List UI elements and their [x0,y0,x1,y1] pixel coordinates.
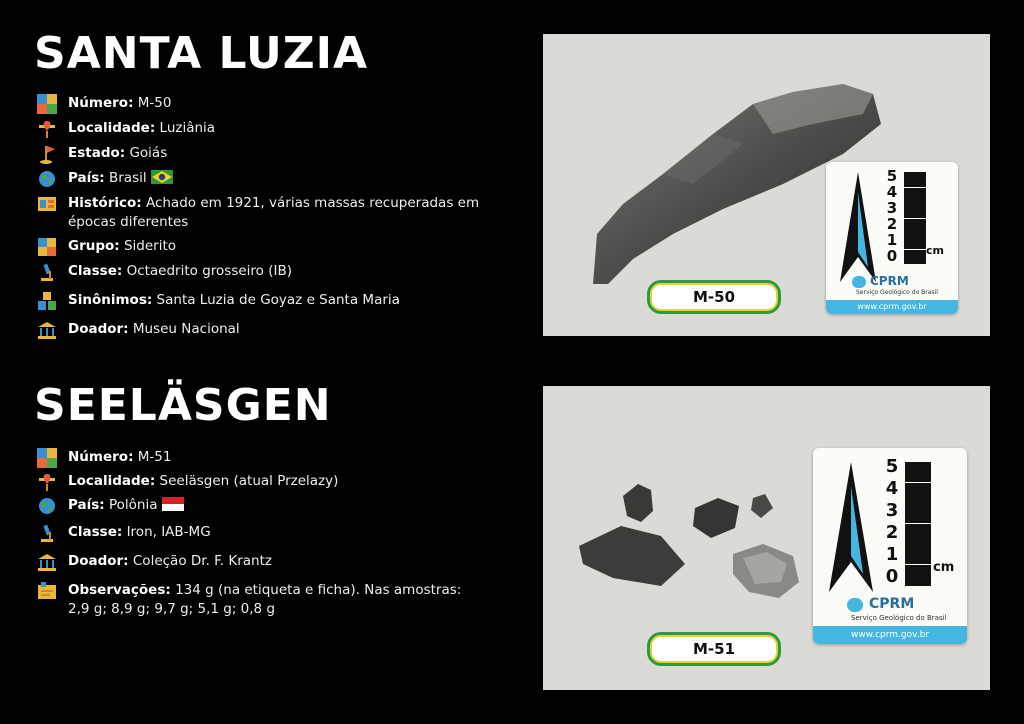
specimen-tag-m50: M-50 [647,280,781,314]
scale-unit: cm [933,560,955,575]
field-value: Santa Luzia de Goyaz e Santa Maria [152,292,400,308]
field-label: Grupo: [68,238,120,254]
field-label: Número: [68,95,134,111]
notes-icon [36,581,58,601]
field-número [36,448,486,468]
scale-digit: 5 [885,456,899,477]
section-title-seelasgen: SEELÄSGEN [34,380,332,431]
field-value: Museu Nacional [128,321,240,337]
scale-digit: 4 [885,478,899,499]
field-estado [36,144,486,164]
field-label: Observações: [68,582,171,598]
section-title-santa-luzia: SANTA LUZIA [34,28,369,79]
scale-digit: 2 [886,215,898,233]
scale-digit: 3 [885,500,899,521]
field-value: Goiás [125,145,168,161]
scale-card [813,448,967,644]
scale-digit: 3 [886,199,898,217]
scale-card [826,162,958,314]
fields-santa-luzia [36,94,486,345]
scale-digit: 0 [885,566,899,587]
scale-digits [882,168,902,264]
microscope-icon [36,262,58,282]
field-value: Iron, IAB-MG [122,524,211,540]
field-doador [36,552,486,572]
specimen-tag-m51: M-51 [647,632,781,666]
field-observações [36,581,486,619]
microscope-icon [36,523,58,543]
field-classe [36,262,486,282]
field-label: País: [68,497,105,513]
field-label: Histórico: [68,195,142,211]
card-url: www.cprm.gov.br [826,300,958,314]
field-value: 134 g (na etiqueta e ficha). Nas amostras: 2,9 g; 8,9 g; 9,7 g; 5,1 g; 0,8 g [68,582,462,617]
field-value: Siderito [119,238,177,254]
field-value: Seeläsgen (atual Przelazy) [155,473,339,489]
card-brand: CPRM [870,274,909,288]
scale-digit: 1 [885,544,899,565]
field-label: Doador: [68,553,129,569]
scale-digits [881,456,903,588]
scale-digit: 2 [885,522,899,543]
field-país [36,169,486,189]
field-localidade [36,472,486,492]
field-value: Luziânia [155,120,216,136]
field-classe [36,523,486,543]
field-histórico [36,194,486,232]
field-label: Sinônimos: [68,292,153,308]
scale-bar [904,172,926,264]
field-label: Doador: [68,321,129,337]
poland-flag-icon [158,497,184,513]
location-pin-icon [36,119,58,139]
scale-digit: 1 [886,231,898,249]
field-value: M-50 [133,95,172,111]
numbers-icon [36,448,58,468]
card-url: www.cprm.gov.br [813,626,967,644]
meteorite-photo-m50 [543,34,990,336]
brazil-flag-icon [147,170,173,186]
field-sinônimos [36,291,486,311]
meteorite-photo-m51 [543,386,990,690]
field-país [36,496,486,516]
scale-unit: cm [926,244,944,257]
field-label: Localidade: [68,120,156,136]
scale-digit: 5 [886,167,898,185]
cprm-logo-icon [852,276,866,288]
location-pin-icon [36,472,58,492]
globe-icon [36,169,58,189]
card-brand: CPRM [869,596,915,612]
numbers-icon [36,94,58,114]
scale-arrow-icon [838,172,878,282]
museum-icon [36,320,58,340]
scale-digit: 0 [886,247,898,265]
field-label: Classe: [68,263,123,279]
field-label: Estado: [68,145,126,161]
field-doador [36,320,486,340]
field-value: Polônia [104,497,158,513]
globe-icon [36,496,58,516]
field-label: Número: [68,449,134,465]
abc-blocks-icon [36,291,58,311]
field-value: M-51 [133,449,172,465]
field-value: Octaedrito grosseiro (IB) [122,263,292,279]
scale-bar [905,462,931,586]
field-label: Localidade: [68,473,156,489]
scale-digit: 4 [886,183,898,201]
cprm-logo-icon [847,598,863,612]
puzzle-icon [36,237,58,257]
flag-pin-icon [36,144,58,164]
field-grupo [36,237,486,257]
fields-seelasgen [36,448,486,624]
field-número [36,94,486,114]
history-icon [36,194,58,214]
field-label: País: [68,170,105,186]
field-localidade [36,119,486,139]
field-value: Brasil [104,170,147,186]
scale-arrow-icon [827,462,875,592]
field-value: Coleção Dr. F. Krantz [128,553,272,569]
card-sub: Serviço Geológico do Brasil [856,289,938,296]
field-value: Achado em 1921, várias massas recuperadas em épocas diferentes [68,195,480,230]
museum-icon [36,552,58,572]
field-label: Classe: [68,524,123,540]
card-sub: Serviço Geológico do Brasil [851,614,947,622]
